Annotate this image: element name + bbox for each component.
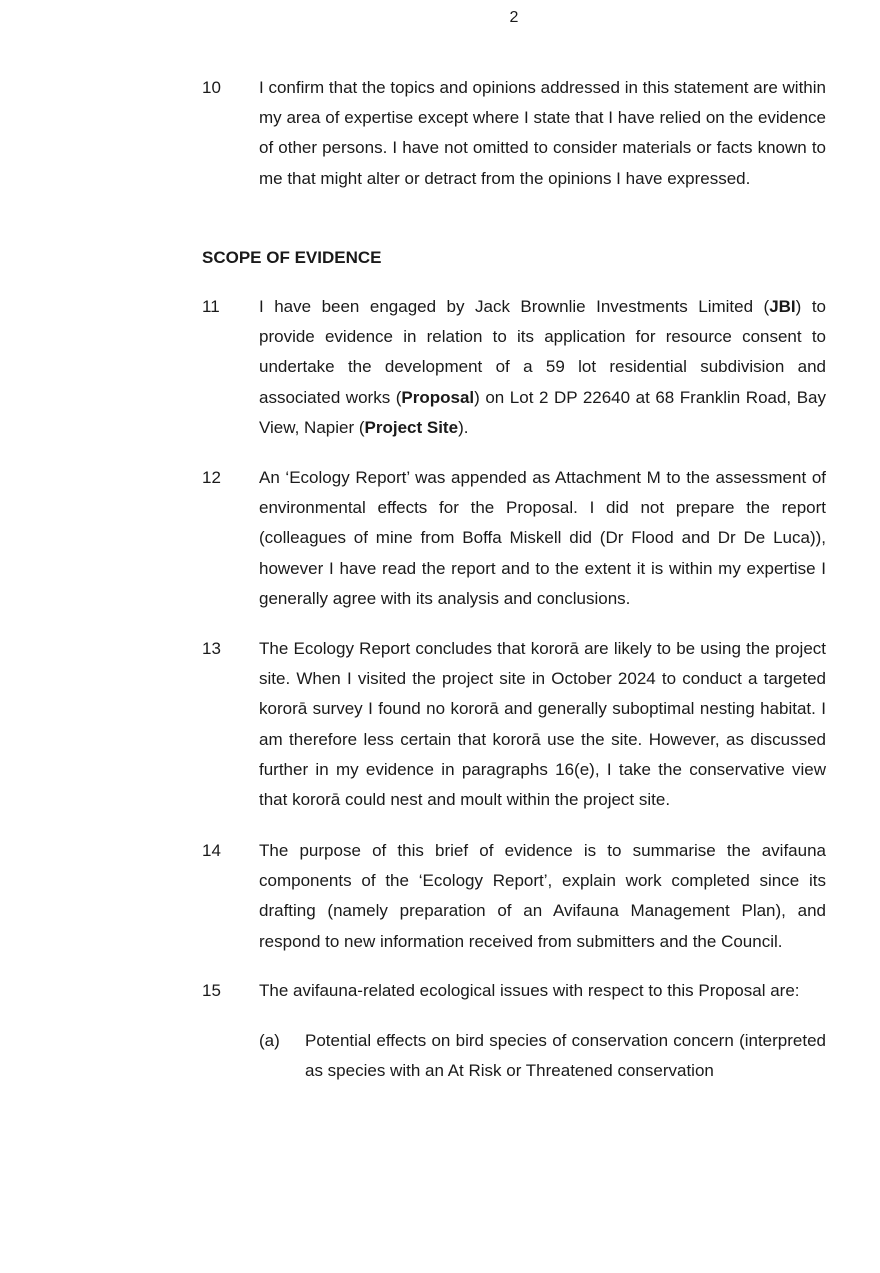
paragraph-15 xyxy=(202,976,826,1006)
paragraph-text: The Ecology Report concludes that kororā are likely to be using the project site. When I visited the project site in October 2024 to conduct a targeted kororā survey I found no kororā and generally suboptimal nesting habitat. I am therefore less certain that kororā use the site. However, as discussed further in my evidence in paragraphs 16(e), I take the conservative view that kororā could nest and moult within the project site. xyxy=(259,639,826,810)
paragraph-number: 11 xyxy=(202,297,220,316)
paragraph-number: 12 xyxy=(202,468,221,487)
paragraph-13 xyxy=(202,634,826,815)
subitem-label: (a) xyxy=(259,1031,280,1050)
subitem-text: Potential effects on bird species of conservation concern (interpreted as species with an At Risk or Threatened conservation xyxy=(305,1031,826,1081)
defined-term-proposal: Proposal xyxy=(401,387,475,407)
text-run: I have been engaged by Jack Brownlie Investments Limited ( xyxy=(259,297,770,316)
paragraph-text: The avifauna-related ecological issues with respect to this Proposal are: xyxy=(259,981,800,1000)
paragraph-number: 15 xyxy=(202,981,221,1000)
paragraph-12 xyxy=(202,463,826,614)
paragraph-14 xyxy=(202,836,826,957)
paragraph-number: 10 xyxy=(202,78,221,97)
paragraph-number: 13 xyxy=(202,639,221,658)
paragraph-text: An ‘Ecology Report’ was appended as Attachment M to the assessment of environmental effects for the Proposal. I did not prepare the report (colleagues of mine from Boffa Miskell did (Dr Flood and Dr De Luca)), however I have read the report and to the extent it is within my expertise I generally agree with its analysis and conclusions. xyxy=(259,468,826,608)
paragraph-text: The purpose of this brief of evidence is to summarise the avifauna components of the ‘Ecology Report’, explain work completed since its drafting (namely preparation of an Avifauna Management Plan), and respond to new information received from submitters and the Council. xyxy=(259,841,826,951)
text-run: ) to provide evidence in relation to its application for resource consent to undertake the development of a 59 lot residential subdivision and associated works ( xyxy=(259,297,826,407)
paragraph-text: I confirm that the topics and opinions addressed in this statement are within my area of expertise except where I state that I have relied on the evidence of other persons. I have not omitted to consider materials or facts known to me that might alter or detract from the opinions I have expressed. xyxy=(259,78,826,188)
defined-term-jbi: JBI xyxy=(769,297,796,316)
text-run: ) on Lot 2 DP 22640 at 68 Franklin Road, Bay View, Napier ( xyxy=(259,387,826,437)
section-heading: SCOPE OF EVIDENCE xyxy=(202,248,382,267)
paragraph-11 xyxy=(202,292,826,443)
paragraph-10 xyxy=(202,73,826,194)
paragraph-text xyxy=(259,292,826,443)
paragraph-number: 14 xyxy=(202,841,221,860)
subitem-a xyxy=(259,1026,826,1086)
text-run: ). xyxy=(458,417,469,437)
defined-term-project-site: Project Site xyxy=(364,417,459,437)
page-number: 2 xyxy=(509,9,519,26)
